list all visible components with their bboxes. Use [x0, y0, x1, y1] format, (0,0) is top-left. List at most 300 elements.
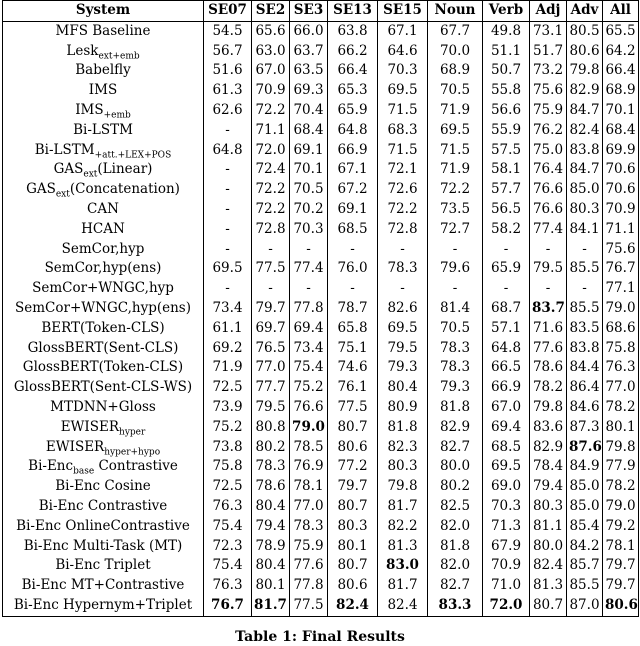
score-cell: 70.9	[252, 81, 290, 101]
score-cell: 58.2	[483, 220, 530, 240]
score-cell: 83.7	[530, 299, 567, 319]
score-cell: 79.4	[252, 517, 290, 537]
score-cell: 66.4	[603, 61, 639, 81]
results-table	[2, 0, 639, 617]
score-cell: 79.6	[428, 259, 483, 279]
score-cell: 79.2	[603, 517, 639, 537]
score-cell: 82.4	[378, 596, 428, 616]
score-cell: 82.4	[530, 556, 567, 576]
score-cell: -	[530, 279, 567, 299]
score-cell: 67.2	[328, 180, 378, 200]
score-cell: 72.2	[252, 200, 290, 220]
system-name: GlossBERT(Sent-CLS-WS)	[13, 379, 193, 396]
score-cell: 72.8	[378, 220, 428, 240]
score-cell: 84.7	[567, 160, 603, 180]
score-cell: 78.9	[252, 537, 290, 557]
score-cell: 80.6	[603, 596, 639, 616]
table-row	[3, 596, 639, 616]
score-cell: 55.8	[483, 81, 530, 101]
score-cell: 79.8	[530, 398, 567, 418]
score-cell: 78.4	[530, 457, 567, 477]
system-name-subscript: +emb	[103, 110, 131, 121]
score-cell: 82.4	[328, 596, 378, 616]
system-name-subscript: hyper+hypo	[104, 447, 161, 458]
score-cell: -	[290, 240, 328, 260]
system-name: CAN	[87, 200, 119, 217]
score-cell: 76.7	[204, 596, 252, 616]
system-name: SemCor,hyp(ens)	[44, 260, 162, 277]
score-cell: 79.8	[603, 438, 639, 458]
score-cell: 71.9	[428, 160, 483, 180]
system-name-cell	[3, 61, 204, 81]
system-name-cell	[3, 319, 204, 339]
score-cell: 71.6	[530, 319, 567, 339]
system-name: Bi-Enc Cosine	[55, 478, 151, 495]
score-cell: 70.5	[428, 81, 483, 101]
score-cell: 78.2	[603, 477, 639, 497]
score-cell: 63.5	[290, 61, 328, 81]
score-cell: 82.7	[428, 438, 483, 458]
score-cell: -	[328, 240, 378, 260]
score-cell: -	[567, 279, 603, 299]
score-cell: 85.5	[567, 299, 603, 319]
score-cell: 75.0	[530, 141, 567, 161]
table-row	[3, 497, 639, 517]
score-cell: 69.5	[204, 259, 252, 279]
system-name: SemCor,hyp	[61, 240, 145, 257]
score-cell: 73.2	[530, 61, 567, 81]
system-name: Babelfly	[75, 62, 131, 79]
score-cell: 79.0	[290, 418, 328, 438]
system-name-subscript: base	[73, 467, 95, 478]
score-cell: 76.6	[530, 180, 567, 200]
score-cell: 81.8	[378, 418, 428, 438]
score-cell: 69.9	[603, 141, 639, 161]
header-row	[3, 1, 639, 22]
score-cell: 80.8	[252, 418, 290, 438]
system-name-cell	[3, 576, 204, 596]
score-cell: 85.4	[567, 517, 603, 537]
score-cell: 76.3	[204, 576, 252, 596]
score-cell: 64.8	[204, 141, 252, 161]
score-cell: 70.3	[483, 497, 530, 517]
score-cell: 84.2	[567, 537, 603, 557]
score-cell: 81.3	[378, 537, 428, 557]
column-header: Adj	[530, 1, 567, 22]
score-cell: -	[428, 279, 483, 299]
score-cell: 66.4	[328, 61, 378, 81]
system-name: EWISER	[45, 438, 105, 455]
system-name: MTDNN+Gloss	[50, 398, 156, 415]
score-cell: 56.5	[483, 200, 530, 220]
system-name-cell	[3, 398, 204, 418]
system-name: Bi-Enc Multi-Task (MT)	[23, 537, 183, 554]
score-cell: 87.0	[567, 596, 603, 616]
score-cell: -	[428, 240, 483, 260]
score-cell: 71.9	[204, 358, 252, 378]
score-cell: 80.2	[252, 438, 290, 458]
score-cell: 76.6	[530, 200, 567, 220]
score-cell: 76.2	[530, 121, 567, 141]
score-cell: 72.0	[252, 141, 290, 161]
table-row	[3, 457, 639, 477]
system-name-cell	[3, 358, 204, 378]
score-cell: 67.0	[252, 61, 290, 81]
score-cell: 77.0	[603, 378, 639, 398]
score-cell: 80.6	[328, 438, 378, 458]
score-cell: 61.1	[204, 319, 252, 339]
score-cell: 80.1	[328, 537, 378, 557]
score-cell: 81.3	[530, 576, 567, 596]
score-cell: 77.8	[290, 576, 328, 596]
score-cell: 67.0	[483, 398, 530, 418]
score-cell: 87.6	[567, 438, 603, 458]
score-cell: 76.0	[328, 259, 378, 279]
column-header: SE15	[378, 1, 428, 22]
system-name-subscript: ext+emb	[98, 51, 140, 62]
score-cell: 70.6	[603, 180, 639, 200]
score-cell: 67.7	[428, 21, 483, 41]
score-cell: -	[204, 200, 252, 220]
score-cell: 80.4	[378, 378, 428, 398]
score-cell: 58.1	[483, 160, 530, 180]
score-cell: 78.1	[290, 477, 328, 497]
system-name: IMS	[88, 82, 118, 99]
score-cell: 80.5	[567, 21, 603, 41]
score-cell: 80.1	[603, 418, 639, 438]
score-cell: 70.0	[428, 42, 483, 62]
score-cell: 83.8	[567, 339, 603, 359]
score-cell: 68.9	[428, 61, 483, 81]
score-cell: 69.5	[378, 81, 428, 101]
system-name: Bi-Enc MT+Contrastive	[21, 577, 185, 594]
score-cell: 78.3	[428, 358, 483, 378]
system-name-cell	[3, 180, 204, 200]
system-name-cell	[3, 457, 204, 477]
score-cell: 73.4	[204, 299, 252, 319]
system-name: HCAN	[81, 220, 125, 237]
table-row	[3, 61, 639, 81]
score-cell: 78.1	[603, 537, 639, 557]
score-cell: 76.1	[328, 378, 378, 398]
score-cell: 69.3	[290, 81, 328, 101]
column-header: SE13	[328, 1, 378, 22]
score-cell: 77.7	[252, 378, 290, 398]
table-row	[3, 240, 639, 260]
score-cell: -	[252, 279, 290, 299]
score-cell: 69.4	[483, 418, 530, 438]
score-cell: 72.8	[252, 220, 290, 240]
score-cell: 77.4	[290, 259, 328, 279]
system-name-subscript: ext	[83, 170, 98, 181]
score-cell: 71.3	[483, 517, 530, 537]
score-cell: 80.7	[328, 497, 378, 517]
system-name: GlossBERT(Sent-CLS)	[27, 339, 179, 356]
score-cell: 65.8	[328, 319, 378, 339]
score-cell: 79.5	[530, 259, 567, 279]
score-cell: 76.4	[530, 160, 567, 180]
score-cell: 72.2	[252, 180, 290, 200]
score-cell: 79.5	[378, 339, 428, 359]
column-header: Adv	[567, 1, 603, 22]
column-header: Noun	[428, 1, 483, 22]
score-cell: 68.6	[603, 319, 639, 339]
score-cell: 79.8	[378, 477, 428, 497]
score-cell: 72.0	[483, 596, 530, 616]
system-name-cell	[3, 240, 204, 260]
score-cell: 82.0	[428, 517, 483, 537]
column-header: SE3	[290, 1, 328, 22]
score-cell: 80.3	[328, 517, 378, 537]
table-row	[3, 220, 639, 240]
score-cell: 70.4	[290, 101, 328, 121]
system-name-cell	[3, 141, 204, 161]
score-cell: 77.2	[328, 457, 378, 477]
score-cell: 75.9	[530, 101, 567, 121]
score-cell: 79.0	[603, 497, 639, 517]
table-row	[3, 101, 639, 121]
score-cell: 55.9	[483, 121, 530, 141]
score-cell: -	[483, 240, 530, 260]
system-name: MFS Baseline	[55, 22, 151, 39]
score-cell: 64.8	[328, 121, 378, 141]
score-cell: -	[252, 240, 290, 260]
score-cell: 80.6	[328, 576, 378, 596]
score-cell: -	[204, 220, 252, 240]
column-header: All	[603, 1, 639, 22]
score-cell: 75.1	[328, 339, 378, 359]
score-cell: 80.2	[428, 477, 483, 497]
column-header: SE2	[252, 1, 290, 22]
score-cell: 78.2	[530, 378, 567, 398]
score-cell: 76.7	[603, 259, 639, 279]
system-name: Bi-Enc Hypernym+Triplet	[13, 596, 193, 613]
score-cell: 51.6	[204, 61, 252, 81]
score-cell: 80.0	[428, 457, 483, 477]
score-cell: 80.7	[328, 556, 378, 576]
score-cell: 75.2	[290, 378, 328, 398]
score-cell: 80.4	[252, 497, 290, 517]
system-name-cell	[3, 42, 204, 62]
system-name-cell	[3, 259, 204, 279]
score-cell: 80.7	[328, 418, 378, 438]
score-cell: 75.8	[204, 457, 252, 477]
score-cell: 57.7	[483, 180, 530, 200]
system-name: Bi-Enc	[28, 458, 74, 475]
score-cell: 61.3	[204, 81, 252, 101]
score-cell: 56.6	[483, 101, 530, 121]
score-cell: 79.7	[252, 299, 290, 319]
score-cell: 77.6	[290, 556, 328, 576]
score-cell: 66.9	[483, 378, 530, 398]
table-row	[3, 160, 639, 180]
score-cell: 81.8	[428, 537, 483, 557]
column-header: Verb	[483, 1, 530, 22]
score-cell: 72.3	[204, 537, 252, 557]
system-name-cell	[3, 378, 204, 398]
column-header: SE07	[204, 1, 252, 22]
table-row	[3, 319, 639, 339]
score-cell: 68.7	[483, 299, 530, 319]
score-cell: 76.6	[290, 398, 328, 418]
table-row	[3, 299, 639, 319]
score-cell: 83.8	[567, 141, 603, 161]
score-cell: 79.3	[378, 358, 428, 378]
system-name: Bi-LSTM	[34, 141, 95, 158]
score-cell: 67.1	[378, 21, 428, 41]
system-name-subscript: ext	[55, 189, 70, 200]
score-cell: 62.6	[204, 101, 252, 121]
score-cell: 75.8	[603, 339, 639, 359]
score-cell: 68.4	[603, 121, 639, 141]
score-cell: -	[567, 240, 603, 260]
score-cell: 85.7	[567, 556, 603, 576]
score-cell: 50.7	[483, 61, 530, 81]
score-cell: 69.5	[378, 319, 428, 339]
score-cell: 82.6	[378, 299, 428, 319]
system-name: SemCor+WNGC,hyp(ens)	[15, 299, 191, 316]
table-row	[3, 141, 639, 161]
score-cell: 77.5	[328, 398, 378, 418]
system-name-cell	[3, 517, 204, 537]
system-name-cell	[3, 220, 204, 240]
score-cell: 56.7	[204, 42, 252, 62]
score-cell: 66.0	[290, 21, 328, 41]
system-name-cell	[3, 477, 204, 497]
score-cell: 84.7	[567, 101, 603, 121]
score-cell: 78.3	[290, 517, 328, 537]
score-cell: 57.5	[483, 141, 530, 161]
score-cell: 68.5	[483, 438, 530, 458]
score-cell: 79.7	[603, 556, 639, 576]
score-cell: 64.6	[378, 42, 428, 62]
score-cell: 69.1	[290, 141, 328, 161]
score-cell: 63.7	[290, 42, 328, 62]
score-cell: 72.5	[204, 477, 252, 497]
score-cell: 70.1	[290, 160, 328, 180]
table-row	[3, 517, 639, 537]
system-name-cell	[3, 596, 204, 616]
score-cell: 83.5	[567, 319, 603, 339]
score-cell: 65.6	[252, 21, 290, 41]
score-cell: 75.4	[290, 358, 328, 378]
table-row	[3, 200, 639, 220]
score-cell: 70.9	[483, 556, 530, 576]
score-cell: 83.3	[428, 596, 483, 616]
score-cell: 77.0	[252, 358, 290, 378]
score-cell: -	[290, 279, 328, 299]
score-cell: 82.7	[428, 576, 483, 596]
score-cell: 70.6	[603, 160, 639, 180]
score-cell: 80.3	[567, 200, 603, 220]
score-cell: -	[204, 180, 252, 200]
score-cell: 79.7	[328, 477, 378, 497]
score-cell: 71.1	[252, 121, 290, 141]
system-name: IMS	[75, 101, 104, 118]
score-cell: 82.9	[428, 418, 483, 438]
score-cell: 80.4	[252, 556, 290, 576]
score-cell: 82.2	[378, 517, 428, 537]
score-cell: 69.0	[483, 477, 530, 497]
score-cell: -	[204, 240, 252, 260]
score-cell: 69.7	[252, 319, 290, 339]
system-name-cell	[3, 160, 204, 180]
table-row	[3, 42, 639, 62]
score-cell: 70.1	[603, 101, 639, 121]
table-row	[3, 81, 639, 101]
score-cell: 82.4	[567, 121, 603, 141]
column-header: System	[3, 1, 204, 22]
system-name-cell	[3, 497, 204, 517]
score-cell: 82.9	[530, 438, 567, 458]
score-cell: 69.5	[483, 457, 530, 477]
score-cell: 71.9	[428, 101, 483, 121]
score-cell: 82.3	[378, 438, 428, 458]
score-cell: 51.7	[530, 42, 567, 62]
score-cell: 76.3	[204, 497, 252, 517]
system-name-subscript: +att.+LEX+POS	[94, 150, 172, 161]
score-cell: 78.6	[530, 358, 567, 378]
system-name-cell	[3, 339, 204, 359]
system-name-cell	[3, 121, 204, 141]
system-name-cell	[3, 537, 204, 557]
score-cell: 84.4	[567, 358, 603, 378]
score-cell: 66.5	[483, 358, 530, 378]
table-row	[3, 180, 639, 200]
score-cell: 77.9	[603, 457, 639, 477]
system-name-suffix: (Linear)	[97, 161, 153, 178]
score-cell: 81.7	[378, 497, 428, 517]
score-cell: 70.3	[378, 61, 428, 81]
score-cell: 68.9	[603, 81, 639, 101]
system-name-cell	[3, 200, 204, 220]
table-row	[3, 438, 639, 458]
score-cell: -	[204, 121, 252, 141]
system-name-cell	[3, 299, 204, 319]
score-cell: 71.5	[378, 141, 428, 161]
score-cell: 76.9	[290, 457, 328, 477]
score-cell: 77.0	[290, 497, 328, 517]
score-cell: 80.3	[378, 457, 428, 477]
score-cell: -	[204, 279, 252, 299]
score-cell: 70.2	[290, 200, 328, 220]
system-name-cell	[3, 21, 204, 41]
score-cell: 70.9	[603, 200, 639, 220]
system-name: GlossBERT(Token-CLS)	[22, 359, 184, 376]
system-name: Lesk	[66, 42, 99, 59]
score-cell: 72.1	[378, 160, 428, 180]
system-name: SemCor+WNGC,hyp	[32, 280, 174, 297]
system-name: BERT(Token-CLS)	[41, 319, 165, 336]
score-cell: 81.8	[428, 398, 483, 418]
score-cell: 79.7	[603, 576, 639, 596]
score-cell: 84.9	[567, 457, 603, 477]
table-row	[3, 339, 639, 359]
score-cell: 71.0	[483, 576, 530, 596]
system-name-suffix: Contrastive	[94, 458, 178, 475]
score-cell: 54.5	[204, 21, 252, 41]
score-cell: 79.4	[530, 477, 567, 497]
score-cell: 78.6	[252, 477, 290, 497]
system-name-suffix: (Concatenation)	[69, 181, 180, 198]
score-cell: 69.5	[428, 121, 483, 141]
system-name-cell	[3, 101, 204, 121]
table-body	[3, 21, 639, 616]
score-cell: 84.6	[567, 398, 603, 418]
score-cell: 68.3	[378, 121, 428, 141]
score-cell: 69.2	[204, 339, 252, 359]
score-cell: 71.1	[603, 220, 639, 240]
